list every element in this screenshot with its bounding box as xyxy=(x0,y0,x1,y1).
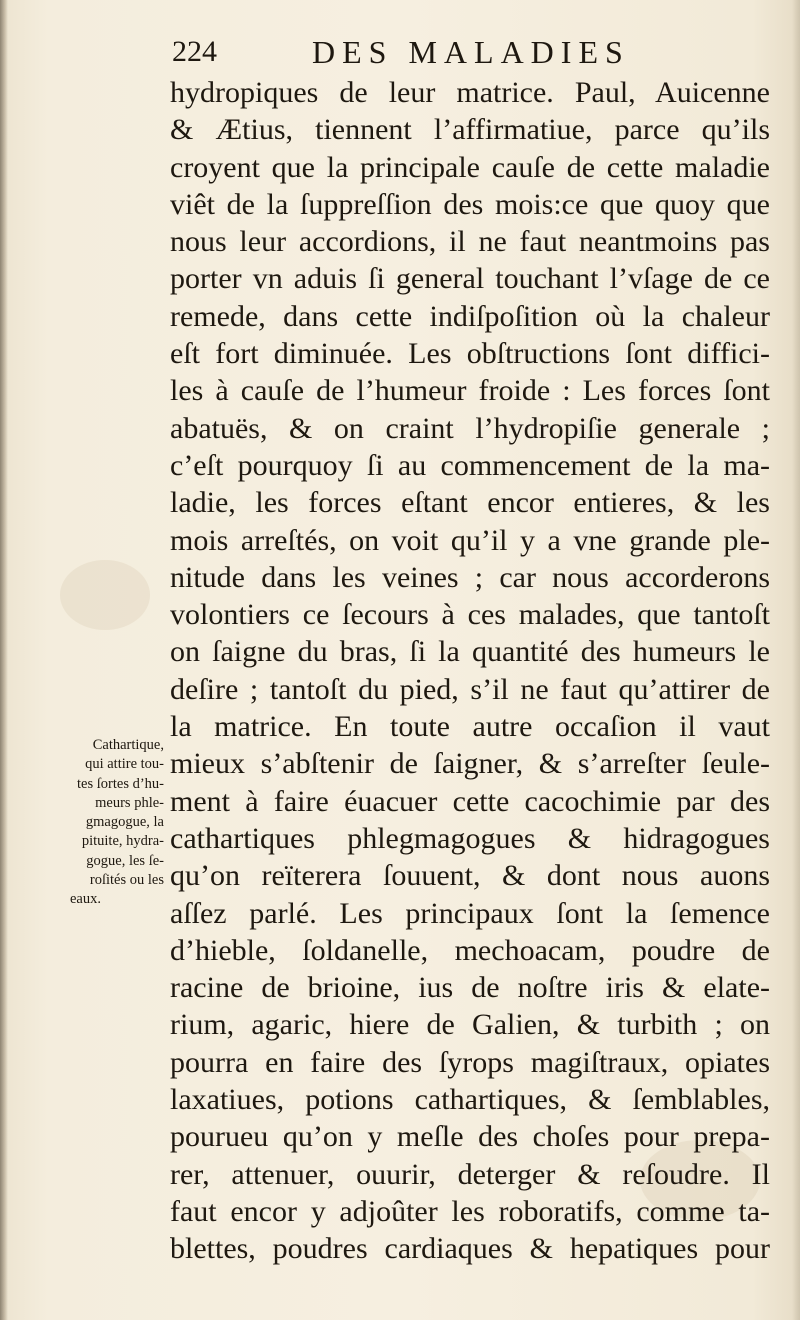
paper-stain xyxy=(60,560,150,630)
text-line: nitude dans les veines ; car nous accorderons xyxy=(170,560,770,594)
text-line: deſire ; tantoſt du pied, s’il ne faut qu’attirer de xyxy=(170,672,770,706)
text-line: racine de brioine, ius de noſtre iris & elate- xyxy=(170,971,770,1005)
main-text-block xyxy=(170,74,770,1268)
text-line: la matrice. En toute autre occaſion il vaut xyxy=(170,710,770,744)
text-line: ment à faire éuacuer cette cacochimie par des xyxy=(170,784,770,818)
text-line: viêt de la ſuppreſſion des mois:ce que quoy que xyxy=(170,187,770,221)
text-line: croyent que la principale cauſe de cette maladie xyxy=(170,150,770,184)
marginal-note xyxy=(14,736,164,910)
text-line: hydropiques de leur matrice. Paul, Auicenne xyxy=(170,76,770,109)
marginal-note-line: gmagogue, la xyxy=(85,814,164,831)
marginal-note-line: gogue, les ſe- xyxy=(86,852,164,869)
text-line: remede, dans cette indiſpoſition où la chaleur xyxy=(170,299,770,333)
text-line: faut encor y adjoûter les roboratifs, comme ta- xyxy=(170,1194,770,1228)
page-number: 224 xyxy=(172,35,217,68)
page-edge-shadow xyxy=(792,0,800,1320)
page-header xyxy=(172,28,772,74)
text-line: & Ætius, tiennent l’affirmatiue, parce qu’ils xyxy=(170,113,770,147)
text-line: mois arreſtés, on voit qu’il y a vne grande ple- xyxy=(170,523,770,557)
text-line: eſt fort diminuée. Les obſtructions ſont diffici- xyxy=(170,337,770,371)
text-line: nous leur accordions, il ne faut neantmoins pas xyxy=(170,225,770,259)
text-line: blettes, poudres cardiaques & hepatiques pour xyxy=(170,1232,770,1266)
marginal-note-line: meurs phle- xyxy=(95,794,164,811)
marginal-note-line: eaux. xyxy=(70,891,101,908)
text-line: rer, attenuer, ouurir, deterger & reſoudre. Il xyxy=(170,1157,770,1191)
text-line: pourra en faire des ſyrops magiſtraux, opiates xyxy=(170,1045,770,1079)
text-line: d’hieble, ſoldanelle, mechoacam, poudre de xyxy=(170,933,770,967)
text-line: c’eſt pourquoy ſi au commencement de la ma- xyxy=(170,448,770,482)
marginal-note-line: pituite, hydra- xyxy=(81,833,164,850)
text-line: abatuës, & on craint l’hydropiſie generale ; xyxy=(170,411,770,445)
text-line: les à cauſe de l’humeur froide : Les forces ſont xyxy=(170,374,770,408)
text-line: on ſaigne du bras, ſi la quantité des humeurs le xyxy=(170,635,770,669)
text-line: cathartiques phlegmagogues & hidragogues xyxy=(170,821,770,855)
page-gutter-shadow xyxy=(0,0,8,1320)
text-line: laxatiues, potions cathartiques, & ſemblables, xyxy=(170,1083,770,1117)
text-line: mieux s’abſtenir de ſaigner, & s’arreſter ſeule- xyxy=(170,747,770,781)
text-line: ladie, les forces eſtant encor entieres, & les xyxy=(170,486,770,520)
marginal-note-line: roſités ou les xyxy=(89,872,164,889)
text-line: pourueu qu’on y meſle des choſes pour prepa- xyxy=(170,1120,770,1154)
text-line: rium, agaric, hiere de Galien, & turbith ; on xyxy=(170,1008,770,1042)
text-line: qu’on reïterera ſouuent, & dont nous auons xyxy=(170,859,770,893)
marginal-note-line: Cathartique, xyxy=(92,737,164,753)
text-line: volontiers ce ſecours à ces malades, que tantoſt xyxy=(170,598,770,632)
text-line: aſſez parlé. Les principaux ſont la ſemence xyxy=(170,896,770,930)
running-head: DES MALADIES xyxy=(312,34,630,70)
marginal-note-line: qui attire tou- xyxy=(85,756,164,773)
marginal-note-line: tes ſortes d’hu- xyxy=(77,775,164,792)
text-line: porter vn aduis ſi general touchant l’vſage de ce xyxy=(170,262,770,296)
